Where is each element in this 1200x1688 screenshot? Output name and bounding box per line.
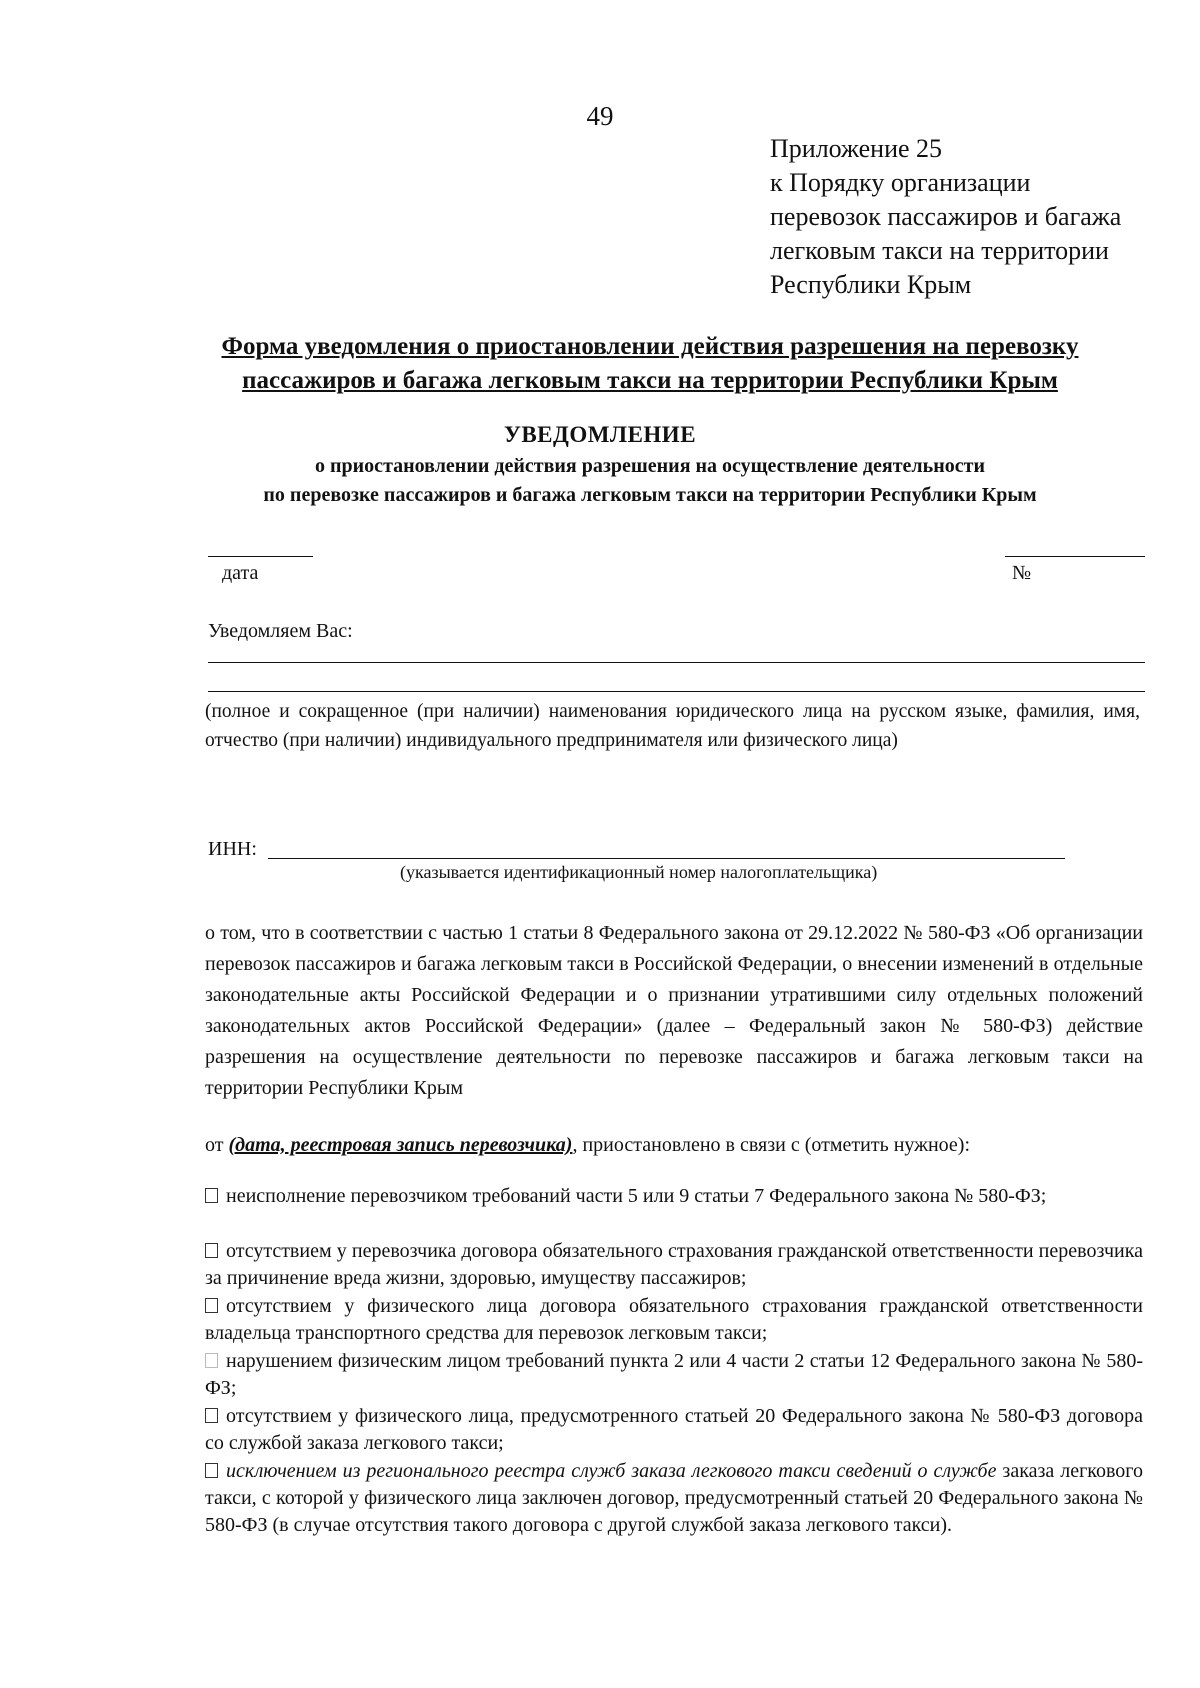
appendix-line: перевозок пассажиров и багажа (770, 202, 1122, 231)
form-title-line: пассажиров и багажа легковым такси на территории Республики Крым (242, 367, 1058, 394)
from-prefix: от (205, 1134, 229, 1156)
page-number: 49 (586, 101, 614, 131)
option-text: отсутствием у перевозчика договора обязательного страхования гражданской ответственности перевозчика за причинение вреда жизни, здоровью, имуществу пассажиров; (205, 1240, 1143, 1289)
appendix-line: Приложение 25 (770, 134, 943, 163)
option-item (205, 1183, 1143, 1210)
appendix-header (770, 132, 1121, 302)
inn-field-line[interactable] (268, 858, 1065, 859)
main-paragraph: о том, что в соответствии с частью 1 статьи 8 Федерального закона от 29.12.2022 № 580-ФЗ «Об организации перевозок пассажиров и багажа легковым такси в Российской Федерации, о внесении изменений в отдельные законодательные акты Российской Федерации и о признании утратившими силу отдельных положений законодательных актов Российской Федерации» (далее – Федеральный закон № 580-ФЗ) действие разрешения на осуществление деятельности по перевозке пассажиров и багажа легковым такси на территории Республики Крым (205, 922, 1143, 1099)
option-text: отсутствием у физического лица договора обязательного страхования гражданской ответственности владельца транспортного средства для перевозок легковым такси; (205, 1295, 1143, 1344)
checkbox[interactable] (205, 1408, 218, 1423)
inn-hint: (указывается идентификационный номер налогоплательщика) (400, 862, 878, 882)
option-item (205, 1293, 1143, 1347)
appendix-line: к Порядку организации (770, 168, 1031, 197)
number-field-line[interactable] (1005, 556, 1145, 557)
option-item (205, 1238, 1143, 1292)
checkbox[interactable] (205, 1243, 218, 1258)
recipient-field-line-2[interactable] (208, 691, 1145, 692)
recipient-hint: (полное и сокращенное (при наличии) наименования юридического лица на русском языке, фамилия, имя, отчество (при наличии) индивидуального предпринимателя или физического лица) (205, 701, 1140, 751)
checkbox[interactable] (205, 1188, 218, 1203)
notice-subheading (150, 452, 1150, 510)
notice-subheading-line: по перевозке пассажиров и багажа легковым такси на территории Республики Крым (263, 484, 1037, 506)
from-suffix: , приостановлено в связи с (отметить нужное): (572, 1134, 971, 1156)
number-label: № (1012, 562, 1032, 584)
inn-label: ИНН: (208, 838, 257, 860)
option-text: отсутствием у физического лица, предусмотренного статьей 20 Федерального закона № 580-ФЗ договора со службой заказа легкового такси; (205, 1405, 1143, 1454)
appendix-line: легковым такси на территории (770, 236, 1109, 265)
from-line (205, 1130, 1143, 1161)
option-item (205, 1458, 1143, 1539)
date-label: дата (222, 562, 259, 584)
checkbox[interactable] (205, 1463, 218, 1478)
form-title-line: Форма уведомления о приостановлении действия разрешения на перевозку (221, 333, 1079, 360)
option-text-italic: исключением из регионального реестра служб заказа легкового такси сведений о службе (226, 1460, 997, 1482)
checkbox[interactable] (205, 1298, 218, 1313)
notice-subheading-line: о приостановлении действия разрешения на осуществление деятельности (315, 455, 985, 477)
checkbox[interactable] (205, 1353, 218, 1368)
from-field[interactable]: (дата, реестровая запись перевозчика) (228, 1134, 573, 1156)
option-text: нарушением физическим лицом требований пункта 2 или 4 части 2 статьи 12 Федерального закона № 580-ФЗ; (205, 1350, 1143, 1399)
option-item (205, 1403, 1143, 1457)
notify-label: Уведомляем Вас: (208, 620, 353, 642)
form-title (170, 330, 1130, 398)
recipient-field-line-1[interactable] (208, 662, 1145, 663)
option-text: неисполнение перевозчиком требований части 5 или 9 статьи 7 Федерального закона № 580-ФЗ; (226, 1185, 1047, 1207)
option-item (205, 1348, 1143, 1402)
notice-heading: УВЕДОМЛЕНИЕ (503, 422, 697, 447)
date-field-line[interactable] (208, 556, 313, 557)
appendix-line: Республики Крым (770, 270, 972, 299)
option-text: заказа легкового такси, с которой у физического лица заключен договор, предусмотренный статьей 20 Федерального закона № 580-ФЗ (в случае отсутствия такого договора с другой службой заказа легкового такси). (205, 1460, 1144, 1536)
